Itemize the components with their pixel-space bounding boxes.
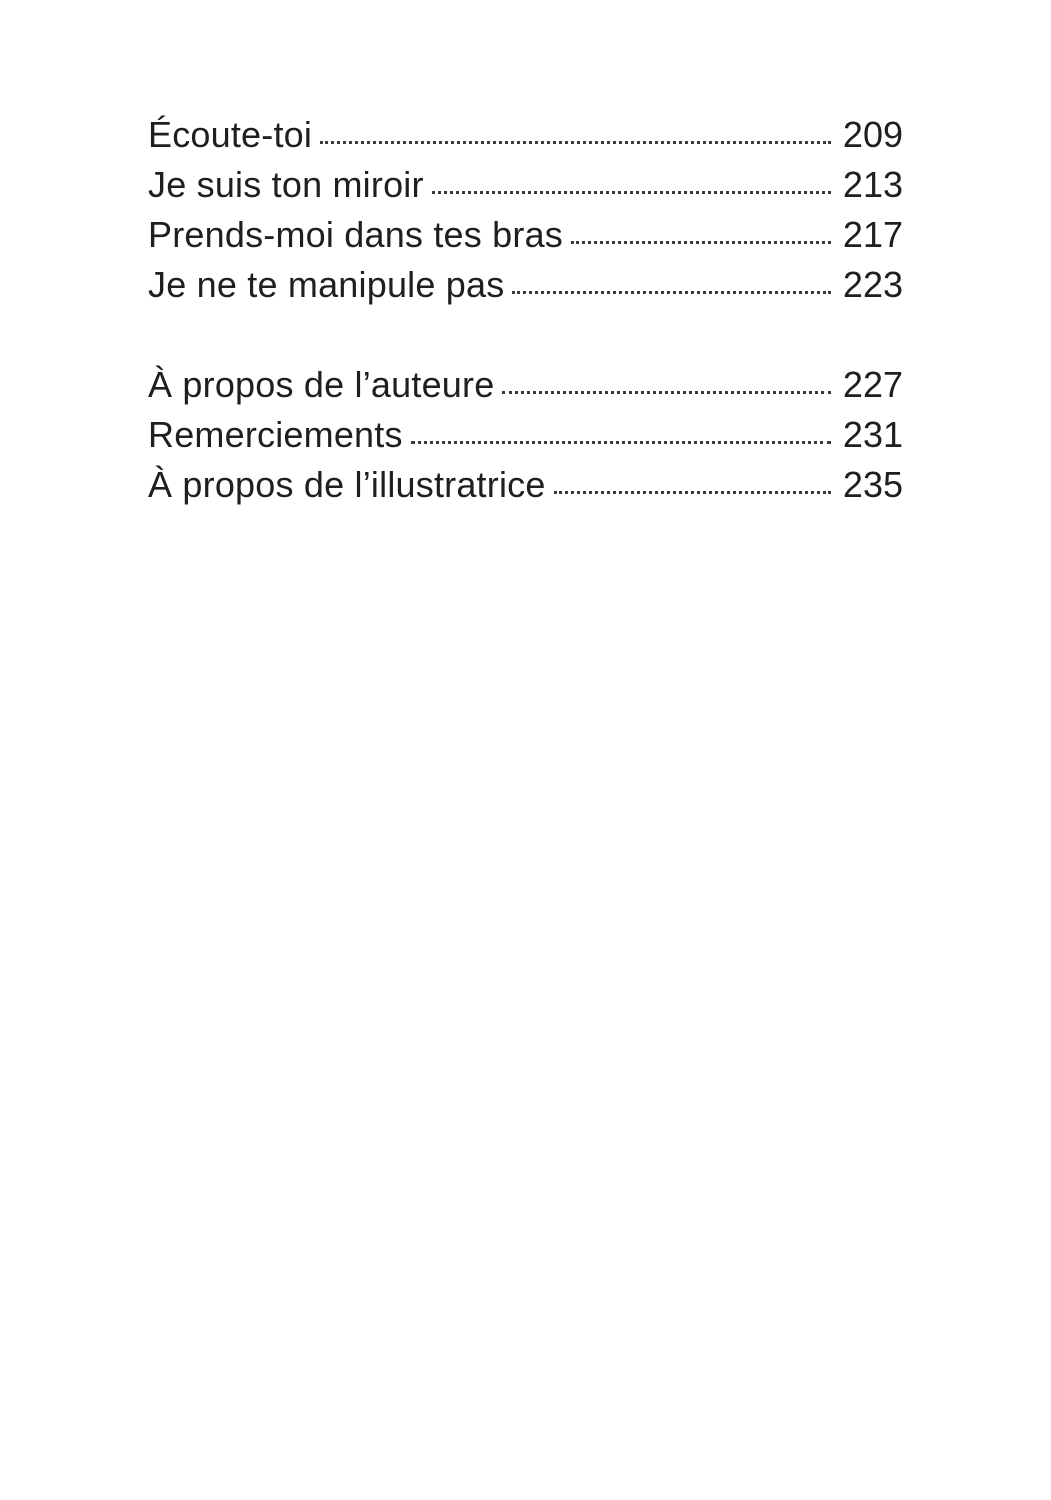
- toc-entry-title: Prends-moi dans tes bras: [148, 214, 563, 255]
- toc-entry[interactable]: [148, 110, 903, 160]
- toc-entry-title: Remerciements: [148, 414, 403, 455]
- toc-entry-page-number: 213: [842, 164, 903, 205]
- toc-entry[interactable]: [148, 210, 903, 260]
- dot-leader: [512, 291, 831, 294]
- toc-entry[interactable]: [148, 410, 903, 460]
- toc-entry-page-number: 227: [842, 364, 903, 405]
- toc-entry-title: Écoute-toi: [148, 114, 313, 155]
- dot-leader: [320, 141, 831, 144]
- toc-entry[interactable]: [148, 160, 903, 210]
- toc-entry[interactable]: [148, 460, 903, 510]
- toc-entry-page-number: 209: [842, 114, 903, 155]
- toc-entry-title: Je suis ton miroir: [148, 164, 424, 205]
- toc-entry-title: À propos de l’auteure: [148, 364, 495, 405]
- toc-entry-title: Je ne te manipule pas: [148, 264, 505, 305]
- toc-entry-page-number: 223: [842, 264, 903, 305]
- dot-leader: [502, 391, 831, 394]
- dot-leader: [432, 191, 831, 194]
- table-of-contents-appendix-section: [148, 360, 903, 510]
- toc-entry-page-number: 231: [842, 414, 903, 455]
- toc-entry-title: À propos de l’illustratrice: [148, 464, 546, 505]
- toc-entry[interactable]: [148, 360, 903, 410]
- dot-leader: [411, 441, 831, 444]
- toc-entry[interactable]: [148, 260, 903, 310]
- toc-entry-page-number: 217: [842, 214, 903, 255]
- dot-leader: [571, 241, 831, 244]
- toc-entry-page-number: 235: [842, 464, 903, 505]
- table-of-contents-section: [148, 110, 903, 310]
- dot-leader: [554, 491, 831, 494]
